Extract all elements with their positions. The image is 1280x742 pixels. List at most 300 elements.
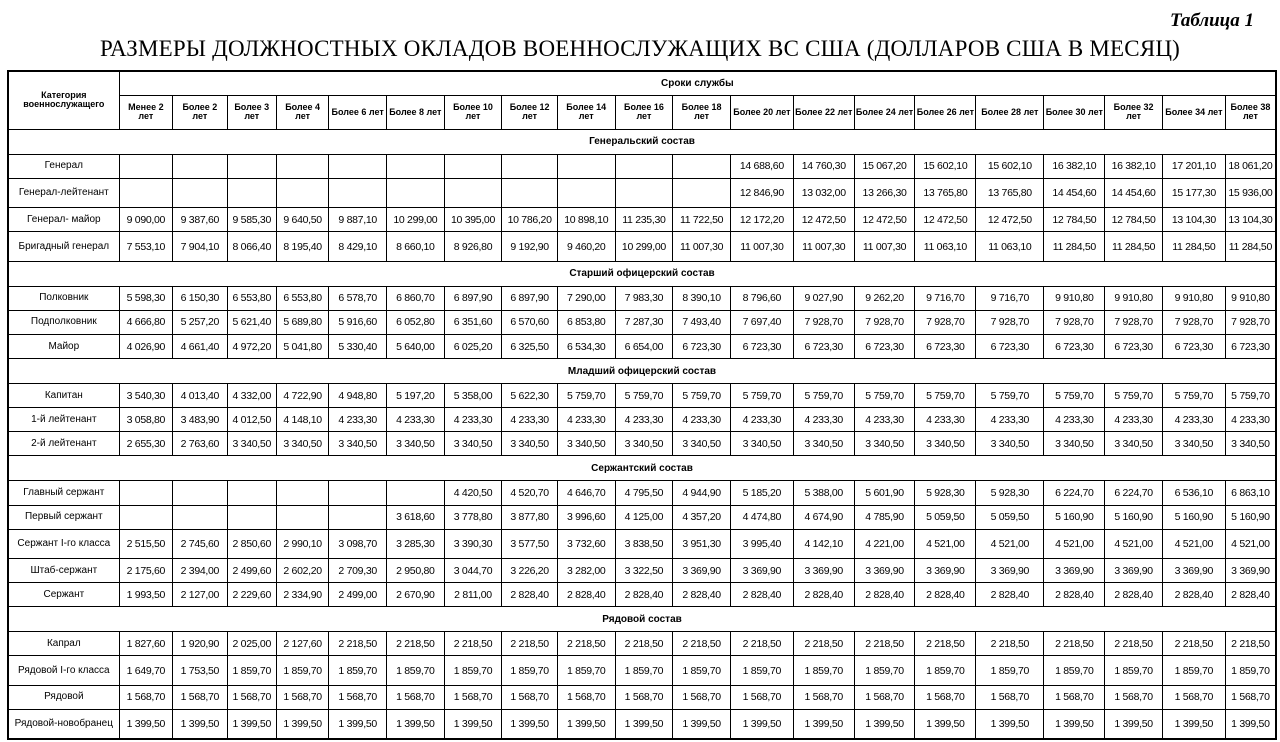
rank-cell: Первый сержант xyxy=(8,505,119,529)
salary-cell: 4 521,00 xyxy=(976,529,1044,559)
section-title: Старший офицерский состав xyxy=(8,261,1276,286)
salary-cell: 2 218,50 xyxy=(793,632,854,656)
salary-cell: 2 828,40 xyxy=(673,583,731,607)
salary-cell: 3 951,30 xyxy=(673,529,731,559)
salary-cell: 4 795,50 xyxy=(615,481,673,505)
salary-cell: 4 674,90 xyxy=(793,505,854,529)
salary-cell: 13 765,80 xyxy=(976,178,1044,208)
period-column-header: Более 12 лет xyxy=(502,95,558,129)
salary-cell: 2 670,90 xyxy=(387,583,445,607)
salary-cell xyxy=(119,154,172,178)
period-column-header: Более 20 лет xyxy=(730,95,793,129)
salary-cell: 9 640,50 xyxy=(276,208,328,232)
salary-cell: 6 723,30 xyxy=(1044,335,1105,359)
salary-cell: 4 148,10 xyxy=(276,408,328,432)
salary-cell: 1 568,70 xyxy=(673,685,731,709)
salary-cell: 2 218,50 xyxy=(387,632,445,656)
salary-cell: 15 067,20 xyxy=(854,154,915,178)
salary-cell: 1 568,70 xyxy=(444,685,502,709)
period-column-header: Более 26 лет xyxy=(915,95,976,129)
document-title: РАЗМЕРЫ ДОЛЖНОСТНЫХ ОКЛАДОВ ВОЕННОСЛУЖАЩИХ ВС США (ДОЛЛАРОВ США В МЕСЯЦ) xyxy=(99,36,1181,61)
salary-cell: 6 897,90 xyxy=(502,286,558,310)
salary-cell xyxy=(119,481,172,505)
period-column-header: Более 3 лет xyxy=(227,95,276,129)
salary-cell xyxy=(502,154,558,178)
salary-cell: 1 568,70 xyxy=(227,685,276,709)
salary-cell: 1 399,50 xyxy=(557,709,615,739)
salary-cell: 3 340,50 xyxy=(854,432,915,456)
salary-cell: 10 395,00 xyxy=(444,208,502,232)
section-title: Генеральский состав xyxy=(8,129,1276,154)
salary-cell: 4 646,70 xyxy=(557,481,615,505)
salary-cell: 1 399,50 xyxy=(1044,709,1105,739)
salary-cell: 1 568,70 xyxy=(387,685,445,709)
salary-cell: 2 828,40 xyxy=(557,583,615,607)
salary-cell: 11 235,30 xyxy=(615,208,673,232)
salary-cell: 7 553,10 xyxy=(119,232,172,262)
salary-cell: 2 218,50 xyxy=(915,632,976,656)
salary-cell: 6 860,70 xyxy=(387,286,445,310)
salary-cell: 5 640,00 xyxy=(387,335,445,359)
salary-cell: 2 828,40 xyxy=(1225,583,1276,607)
rank-cell: Генерал- майор xyxy=(8,208,119,232)
salary-cell: 5 759,70 xyxy=(557,384,615,408)
salary-cell xyxy=(173,481,228,505)
salary-cell: 2 025,00 xyxy=(227,632,276,656)
salary-cell: 7 983,30 xyxy=(615,286,673,310)
salary-cell: 1 399,50 xyxy=(854,709,915,739)
salary-cell: 5 759,70 xyxy=(730,384,793,408)
salary-cell: 3 369,90 xyxy=(854,559,915,583)
salary-cell: 1 399,50 xyxy=(502,709,558,739)
period-column-header: Более 2 лет xyxy=(173,95,228,129)
salary-cell: 6 553,80 xyxy=(276,286,328,310)
salary-cell: 6 863,10 xyxy=(1225,481,1276,505)
salary-cell: 2 950,80 xyxy=(387,559,445,583)
salary-cell: 3 340,50 xyxy=(615,432,673,456)
salary-cell: 12 784,50 xyxy=(1105,208,1163,232)
salary-cell: 1 399,50 xyxy=(119,709,172,739)
salary-cell: 6 723,30 xyxy=(1162,335,1225,359)
salary-cell: 1 399,50 xyxy=(615,709,673,739)
salary-cell: 1 399,50 xyxy=(1105,709,1163,739)
table-row xyxy=(8,632,1276,656)
salary-cell: 3 340,50 xyxy=(1162,432,1225,456)
salary-cell: 11 007,30 xyxy=(854,232,915,262)
salary-cell: 5 059,50 xyxy=(915,505,976,529)
salary-cell: 5 689,80 xyxy=(276,310,328,334)
salary-cell xyxy=(387,154,445,178)
salary-cell: 2 127,60 xyxy=(276,632,328,656)
salary-cell: 3 369,90 xyxy=(1225,559,1276,583)
salary-cell: 2 218,50 xyxy=(502,632,558,656)
salary-cell: 7 928,70 xyxy=(1162,310,1225,334)
salary-cell: 1 399,50 xyxy=(915,709,976,739)
salary-cell: 6 723,30 xyxy=(1105,335,1163,359)
salary-cell: 2 828,40 xyxy=(1162,583,1225,607)
table-row xyxy=(8,286,1276,310)
salary-cell: 13 266,30 xyxy=(854,178,915,208)
salary-cell: 1 568,70 xyxy=(1162,685,1225,709)
salary-cell: 2 218,50 xyxy=(1044,632,1105,656)
salary-cell: 1 859,70 xyxy=(387,656,445,686)
salary-cell xyxy=(444,178,502,208)
salary-cell: 12 846,90 xyxy=(730,178,793,208)
salary-cell: 4 233,30 xyxy=(793,408,854,432)
salary-cell: 2 218,50 xyxy=(557,632,615,656)
salary-cell: 1 568,70 xyxy=(276,685,328,709)
salary-cell: 6 897,90 xyxy=(444,286,502,310)
salary-cell: 3 577,50 xyxy=(502,529,558,559)
salary-cell: 2 828,40 xyxy=(730,583,793,607)
salary-cell: 1 399,50 xyxy=(329,709,387,739)
salary-cell: 2 828,40 xyxy=(615,583,673,607)
salary-cell: 5 759,70 xyxy=(1044,384,1105,408)
salary-cell: 1 399,50 xyxy=(976,709,1044,739)
rank-cell: Штаб-сержант xyxy=(8,559,119,583)
section-title: Младший офицерский состав xyxy=(8,359,1276,384)
salary-cell: 5 759,70 xyxy=(1225,384,1276,408)
salary-cell: 7 928,70 xyxy=(854,310,915,334)
salary-cell: 1 859,70 xyxy=(730,656,793,686)
salary-cell: 3 340,50 xyxy=(1105,432,1163,456)
salary-cell: 5 358,00 xyxy=(444,384,502,408)
salary-cell: 2 218,50 xyxy=(1105,632,1163,656)
salary-cell: 6 723,30 xyxy=(1225,335,1276,359)
salary-cell: 17 201,10 xyxy=(1162,154,1225,178)
salary-cell: 1 568,70 xyxy=(1044,685,1105,709)
salary-cell: 1 753,50 xyxy=(173,656,228,686)
salary-cell: 10 898,10 xyxy=(557,208,615,232)
salary-cell: 11 284,50 xyxy=(1044,232,1105,262)
rank-cell: Сержант xyxy=(8,583,119,607)
salary-cell: 5 622,30 xyxy=(502,384,558,408)
salary-cell: 4 233,30 xyxy=(854,408,915,432)
table-row xyxy=(8,232,1276,262)
salary-cell: 3 732,60 xyxy=(557,529,615,559)
salary-cell: 2 811,00 xyxy=(444,583,502,607)
salary-cell xyxy=(276,178,328,208)
salary-cell: 3 483,90 xyxy=(173,408,228,432)
salary-cell: 1 859,70 xyxy=(854,656,915,686)
rank-cell: Генерал-лейтенант xyxy=(8,178,119,208)
salary-cell: 2 850,60 xyxy=(227,529,276,559)
salary-cell: 1 399,50 xyxy=(276,709,328,739)
salary-cell: 7 287,30 xyxy=(615,310,673,334)
table-row xyxy=(8,481,1276,505)
salary-cell: 16 382,10 xyxy=(1105,154,1163,178)
salary-cell xyxy=(173,505,228,529)
rank-cell: Рядовой I-го класса xyxy=(8,656,119,686)
salary-cell: 4 666,80 xyxy=(119,310,172,334)
salary-cell: 9 192,90 xyxy=(502,232,558,262)
salary-cell: 3 778,80 xyxy=(444,505,502,529)
salary-cell: 3 369,90 xyxy=(1105,559,1163,583)
section-title: Рядовой состав xyxy=(8,607,1276,632)
period-column-header: Более 8 лет xyxy=(387,95,445,129)
salary-cell: 1 568,70 xyxy=(793,685,854,709)
salary-cell: 4 521,00 xyxy=(1044,529,1105,559)
salary-cell: 7 928,70 xyxy=(793,310,854,334)
salary-cell: 9 910,80 xyxy=(1162,286,1225,310)
salary-cell: 2 828,40 xyxy=(502,583,558,607)
rank-cell: 1-й лейтенант xyxy=(8,408,119,432)
salary-cell: 11 284,50 xyxy=(1225,232,1276,262)
section-row xyxy=(8,261,1276,286)
salary-cell: 4 233,30 xyxy=(557,408,615,432)
section-row xyxy=(8,456,1276,481)
period-column-header: Более 34 лет xyxy=(1162,95,1225,129)
salary-cell: 3 285,30 xyxy=(387,529,445,559)
salary-cell xyxy=(227,481,276,505)
salary-cell: 14 760,30 xyxy=(793,154,854,178)
table-row xyxy=(8,709,1276,739)
salary-cell: 11 007,30 xyxy=(730,232,793,262)
salary-cell: 9 716,70 xyxy=(976,286,1044,310)
salary-cell: 14 454,60 xyxy=(1105,178,1163,208)
salary-cell: 11 284,50 xyxy=(1162,232,1225,262)
salary-cell: 3 369,90 xyxy=(673,559,731,583)
salary-cell xyxy=(173,178,228,208)
rank-cell: Сержант I-го класса xyxy=(8,529,119,559)
salary-cell: 12 784,50 xyxy=(1044,208,1105,232)
salary-cell xyxy=(227,178,276,208)
rank-cell: Капрал xyxy=(8,632,119,656)
salary-cell: 1 568,70 xyxy=(915,685,976,709)
salary-cell: 7 928,70 xyxy=(915,310,976,334)
salary-cell: 4 521,00 xyxy=(1162,529,1225,559)
rank-cell: Генерал xyxy=(8,154,119,178)
salary-cell: 3 098,70 xyxy=(329,529,387,559)
salary-cell: 12 472,50 xyxy=(854,208,915,232)
salary-cell xyxy=(387,178,445,208)
salary-cell xyxy=(227,505,276,529)
salary-cell: 14 688,60 xyxy=(730,154,793,178)
salary-cell: 3 390,30 xyxy=(444,529,502,559)
salary-cell: 9 716,70 xyxy=(915,286,976,310)
salary-cell xyxy=(329,505,387,529)
salary-cell: 5 257,20 xyxy=(173,310,228,334)
salary-cell: 4 233,30 xyxy=(615,408,673,432)
salary-cell: 2 394,00 xyxy=(173,559,228,583)
salary-cell: 5 388,00 xyxy=(793,481,854,505)
salary-cell: 16 382,10 xyxy=(1044,154,1105,178)
salary-cell: 4 233,30 xyxy=(673,408,731,432)
table-row xyxy=(8,559,1276,583)
salary-cell: 3 340,50 xyxy=(793,432,854,456)
salary-cell xyxy=(119,178,172,208)
salary-cell: 9 460,20 xyxy=(557,232,615,262)
category-header: Категория военнослужащего xyxy=(8,71,119,129)
salary-cell: 6 025,20 xyxy=(444,335,502,359)
salary-cell: 3 369,90 xyxy=(793,559,854,583)
salary-cell: 8 429,10 xyxy=(329,232,387,262)
salary-cell: 15 936,00 xyxy=(1225,178,1276,208)
salary-cell: 6 723,30 xyxy=(915,335,976,359)
salary-cell: 3 369,90 xyxy=(915,559,976,583)
salary-cell: 5 759,70 xyxy=(854,384,915,408)
salary-cell: 4 012,50 xyxy=(227,408,276,432)
salary-cell: 1 859,70 xyxy=(502,656,558,686)
salary-cell: 1 568,70 xyxy=(1225,685,1276,709)
salary-cell: 3 369,90 xyxy=(1044,559,1105,583)
salary-cell: 6 654,00 xyxy=(615,335,673,359)
salary-cell: 6 723,30 xyxy=(793,335,854,359)
period-column-header: Более 38 лет xyxy=(1225,95,1276,129)
salary-cell: 7 928,70 xyxy=(976,310,1044,334)
salary-cell xyxy=(329,154,387,178)
salary-cell: 5 916,60 xyxy=(329,310,387,334)
table-row xyxy=(8,505,1276,529)
table-row xyxy=(8,154,1276,178)
salary-cell: 3 540,30 xyxy=(119,384,172,408)
salary-cell: 1 568,70 xyxy=(615,685,673,709)
salary-cell: 14 454,60 xyxy=(1044,178,1105,208)
salary-cell: 1 399,50 xyxy=(1162,709,1225,739)
salary-cell: 3 226,20 xyxy=(502,559,558,583)
salary-cell: 1 568,70 xyxy=(730,685,793,709)
salary-cell: 9 387,60 xyxy=(173,208,228,232)
salary-cell: 5 059,50 xyxy=(976,505,1044,529)
salary-cell xyxy=(276,154,328,178)
salary-cell: 6 052,80 xyxy=(387,310,445,334)
salary-cell: 2 828,40 xyxy=(793,583,854,607)
salary-cell: 2 990,10 xyxy=(276,529,328,559)
salary-cell: 1 568,70 xyxy=(976,685,1044,709)
salary-cell: 6 723,30 xyxy=(730,335,793,359)
table-row xyxy=(8,685,1276,709)
salary-cell: 1 399,50 xyxy=(673,709,731,739)
rank-cell: Бригадный генерал xyxy=(8,232,119,262)
salary-cell: 1 859,70 xyxy=(1044,656,1105,686)
salary-cell: 1 827,60 xyxy=(119,632,172,656)
salary-cell: 5 759,70 xyxy=(615,384,673,408)
salary-cell: 4 944,90 xyxy=(673,481,731,505)
salary-cell: 2 334,90 xyxy=(276,583,328,607)
salary-cell: 2 515,50 xyxy=(119,529,172,559)
salary-cell: 2 763,60 xyxy=(173,432,228,456)
salary-cell: 13 765,80 xyxy=(915,178,976,208)
salary-cell: 8 660,10 xyxy=(387,232,445,262)
salary-cell: 9 027,90 xyxy=(793,286,854,310)
table-row xyxy=(8,178,1276,208)
table-row xyxy=(8,583,1276,607)
salary-cell: 1 568,70 xyxy=(173,685,228,709)
salary-cell: 3 340,50 xyxy=(227,432,276,456)
salary-cell: 5 160,90 xyxy=(1225,505,1276,529)
rank-cell: Рядовой-новобранец xyxy=(8,709,119,739)
salary-cell: 11 722,50 xyxy=(673,208,731,232)
salary-cell: 2 175,60 xyxy=(119,559,172,583)
salary-cell: 9 910,80 xyxy=(1105,286,1163,310)
table-row xyxy=(8,208,1276,232)
salary-cell: 4 357,20 xyxy=(673,505,731,529)
salary-cell: 4 520,70 xyxy=(502,481,558,505)
salary-cell: 3 340,50 xyxy=(557,432,615,456)
salary-cell: 6 723,30 xyxy=(673,335,731,359)
salary-cell: 4 233,30 xyxy=(444,408,502,432)
salary-cell: 3 340,50 xyxy=(276,432,328,456)
salary-cell: 2 828,40 xyxy=(976,583,1044,607)
salary-cell: 4 013,40 xyxy=(173,384,228,408)
salary-cell: 13 104,30 xyxy=(1225,208,1276,232)
salary-cell: 2 828,40 xyxy=(1105,583,1163,607)
table-row xyxy=(8,408,1276,432)
salary-cell: 4 332,00 xyxy=(227,384,276,408)
salary-cell: 15 602,10 xyxy=(976,154,1044,178)
salary-cell: 3 369,90 xyxy=(976,559,1044,583)
salary-cell: 1 568,70 xyxy=(854,685,915,709)
salary-cell xyxy=(276,481,328,505)
rank-cell: Капитан xyxy=(8,384,119,408)
salary-cell xyxy=(119,505,172,529)
salary-cell: 8 926,80 xyxy=(444,232,502,262)
salary-cell: 11 007,30 xyxy=(793,232,854,262)
salary-cell: 4 521,00 xyxy=(1105,529,1163,559)
salary-cell: 5 759,70 xyxy=(673,384,731,408)
section-row xyxy=(8,359,1276,384)
salary-cell: 4 722,90 xyxy=(276,384,328,408)
salary-cell xyxy=(557,178,615,208)
salary-cell: 1 399,50 xyxy=(173,709,228,739)
salary-cell: 1 568,70 xyxy=(119,685,172,709)
salary-cell: 1 859,70 xyxy=(1162,656,1225,686)
salary-cell: 3 340,50 xyxy=(329,432,387,456)
salary-table xyxy=(7,70,1277,740)
salary-cell: 5 759,70 xyxy=(976,384,1044,408)
header-row-columns xyxy=(8,95,1276,129)
salary-cell: 4 233,30 xyxy=(976,408,1044,432)
rank-cell: 2-й лейтенант xyxy=(8,432,119,456)
salary-cell: 13 104,30 xyxy=(1162,208,1225,232)
salary-cell: 3 995,40 xyxy=(730,529,793,559)
salary-cell: 11 063,10 xyxy=(976,232,1044,262)
table-row xyxy=(8,384,1276,408)
salary-cell: 5 160,90 xyxy=(1044,505,1105,529)
salary-cell: 4 521,00 xyxy=(915,529,976,559)
salary-cell: 6 723,30 xyxy=(976,335,1044,359)
salary-cell: 2 499,60 xyxy=(227,559,276,583)
salary-cell: 4 785,90 xyxy=(854,505,915,529)
salary-cell: 5 601,90 xyxy=(854,481,915,505)
salary-cell: 4 233,30 xyxy=(502,408,558,432)
salary-cell: 18 061,20 xyxy=(1225,154,1276,178)
salary-cell: 5 621,40 xyxy=(227,310,276,334)
salary-cell: 4 233,30 xyxy=(1105,408,1163,432)
salary-cell: 3 058,80 xyxy=(119,408,172,432)
salary-cell: 7 697,40 xyxy=(730,310,793,334)
salary-cell: 9 887,10 xyxy=(329,208,387,232)
salary-cell: 4 233,30 xyxy=(1225,408,1276,432)
salary-cell: 4 972,20 xyxy=(227,335,276,359)
salary-cell: 3 369,90 xyxy=(1162,559,1225,583)
salary-cell xyxy=(557,154,615,178)
salary-cell: 5 759,70 xyxy=(793,384,854,408)
salary-cell: 4 026,90 xyxy=(119,335,172,359)
table-number-label: Таблица 1 xyxy=(1169,10,1254,31)
salary-cell: 3 996,60 xyxy=(557,505,615,529)
salary-cell: 10 299,00 xyxy=(387,208,445,232)
salary-cell: 6 150,30 xyxy=(173,286,228,310)
table-row xyxy=(8,335,1276,359)
salary-cell xyxy=(329,481,387,505)
salary-cell xyxy=(276,505,328,529)
salary-cell: 4 420,50 xyxy=(444,481,502,505)
salary-cell: 6 853,80 xyxy=(557,310,615,334)
salary-cell: 2 229,60 xyxy=(227,583,276,607)
salary-cell: 4 233,30 xyxy=(915,408,976,432)
salary-cell: 1 859,70 xyxy=(557,656,615,686)
